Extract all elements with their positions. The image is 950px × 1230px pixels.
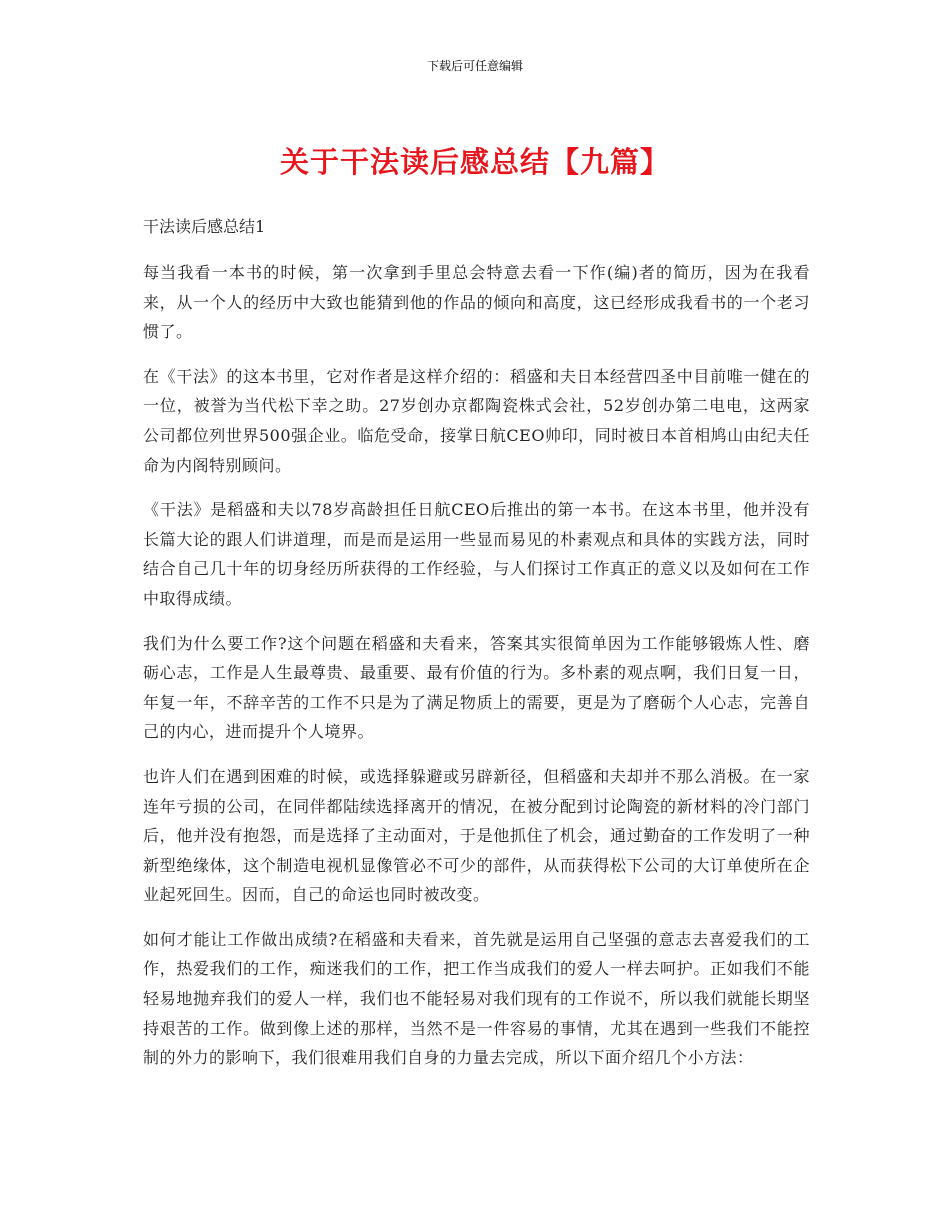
page-header-note: 下载后可任意编辑 <box>426 59 523 73</box>
paragraph: 我们为什么要工作?这个问题在稻盛和夫看来，答案其实很简单因为工作能够锻炼人性、磨砺心志，工作是人生最尊贵、最重要、最有价值的行为。多朴素的观点啊，我们日复一日，年复一年，不辞辛苦的工作不只是为了满足物质上的需要，更是为了磨砺个人心志，完善自己的内心，进而提升个人境界。 <box>143 633 810 742</box>
paragraph: 每当我看一本书的时候，第一次拿到手里总会特意去看一下作(编)者的简历，因为在我看来，从一个人的经历中大致也能猜到他的作品的倾向和高度，这已经形成我看书的一个老习惯了。 <box>143 263 810 342</box>
paragraph: 《干法》是稻盛和夫以78岁高龄担任日航CEO后推出的第一本书。在这本书里，他并没有长篇大论的跟人们讲道理，而是而是运用一些显而易见的朴素观点和具体的实践方法，同时结合自己几十年的切身经历所获得的工作经验，与人们探讨工作真正的意义以及如何在工作中取得成绩。 <box>143 500 810 608</box>
paragraph: 在《干法》的这本书里，它对作者是这样介绍的：稻盛和夫日本经营四圣中目前唯一健在的一位，被誉为当代松下幸之助。27岁创办京都陶瓷株式会社，52岁创办第二电电，这两家公司都位列世界500强企业。临危受命，接掌日航CEO帅印，同时被日本首相鸠山由纪夫任命为内阁特别顾问。 <box>143 366 810 475</box>
document-body <box>143 212 810 1088</box>
document-title: 关于干法读后感总结【九篇】 <box>279 145 670 179</box>
section-heading: 干法读后感总结1 <box>143 217 266 236</box>
paragraph: 如何才能让工作做出成绩?在稻盛和夫看来，首先就是运用自己坚强的意志去喜爱我们的工作，热爱我们的工作，痴迷我们的工作，把工作当成我们的爱人一样去呵护。正如我们不能轻易地抛弃我们的爱人一样，我们也不能轻易对我们现有的工作说不，所以我们就能长期坚持艰苦的工作。做到像上述的那样，当然不是一件容易的事情，尤其在遇到一些我们不能控制的外力的影响下，我们很难用我们自身的力量去完成，所以下面介绍几个小方法： <box>143 929 810 1068</box>
paragraph: 也许人们在遇到困难的时候，或选择躲避或另辟新径，但稻盛和夫却并不那么消极。在一家连年亏损的公司，在同伴都陆续选择离开的情况，在被分配到讨论陶瓷的新材料的冷门部门后，他并没有抱怨，而是选择了主动面对，于是他抓住了机会，通过勤奋的工作发明了一种新型绝缘体，这个制造电视机显像管必不可少的部件，从而获得松下公司的大订单使所在企业起死回生。因而，自己的命运也同时被改变。 <box>143 766 810 905</box>
